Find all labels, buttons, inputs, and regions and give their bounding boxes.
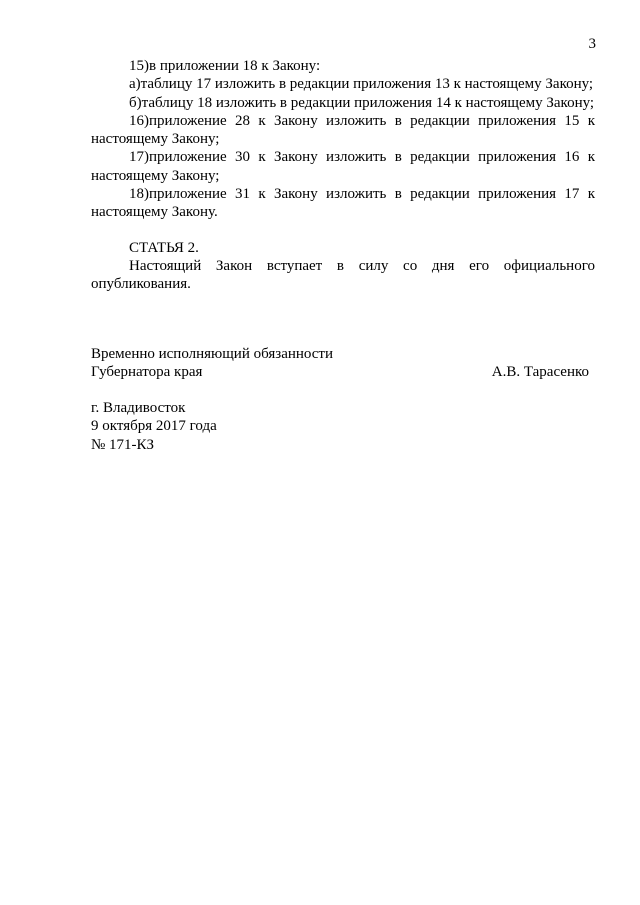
law-number: № 171-КЗ [91, 436, 155, 453]
signatory-position-cont: Губернатора края [91, 363, 203, 380]
amendment-item: 17)приложение 30 к Закону изложить в редакции приложения 16 к настоящему Закону; [91, 149, 595, 184]
amendment-item: 16)приложение 28 к Закону изложить в редакции приложения 15 к настоящему Закону; [91, 112, 595, 148]
signature-row [91, 363, 595, 381]
date-of-signing: 9 октября 2017 года [91, 418, 217, 435]
signatory-position: Временно исполняющий обязанности [91, 345, 334, 362]
amendment-item: 15)в приложении 18 к Закону: [129, 58, 321, 74]
amendment-item: 18)приложение 31 к Закону изложить в редакции приложения 17 к настоящему Закону. [91, 186, 595, 221]
amendment-item: а)таблицу 17 изложить в редакции приложения 13 к настоящему Закону; [129, 76, 594, 93]
article-heading: СТАТЬЯ 2. [129, 239, 199, 256]
signatory-name: А.В. Тарасенко [491, 363, 589, 380]
article-text: Настоящий Закон вступает в силу со дня его официального опубликования. [91, 257, 595, 293]
page-number: 3 [588, 36, 596, 52]
place-of-signing: г. Владивосток [91, 400, 186, 417]
document-body [91, 57, 595, 454]
amendment-item: б)таблицу 18 изложить в редакции приложения 14 к настоящему Закону; [129, 94, 595, 111]
